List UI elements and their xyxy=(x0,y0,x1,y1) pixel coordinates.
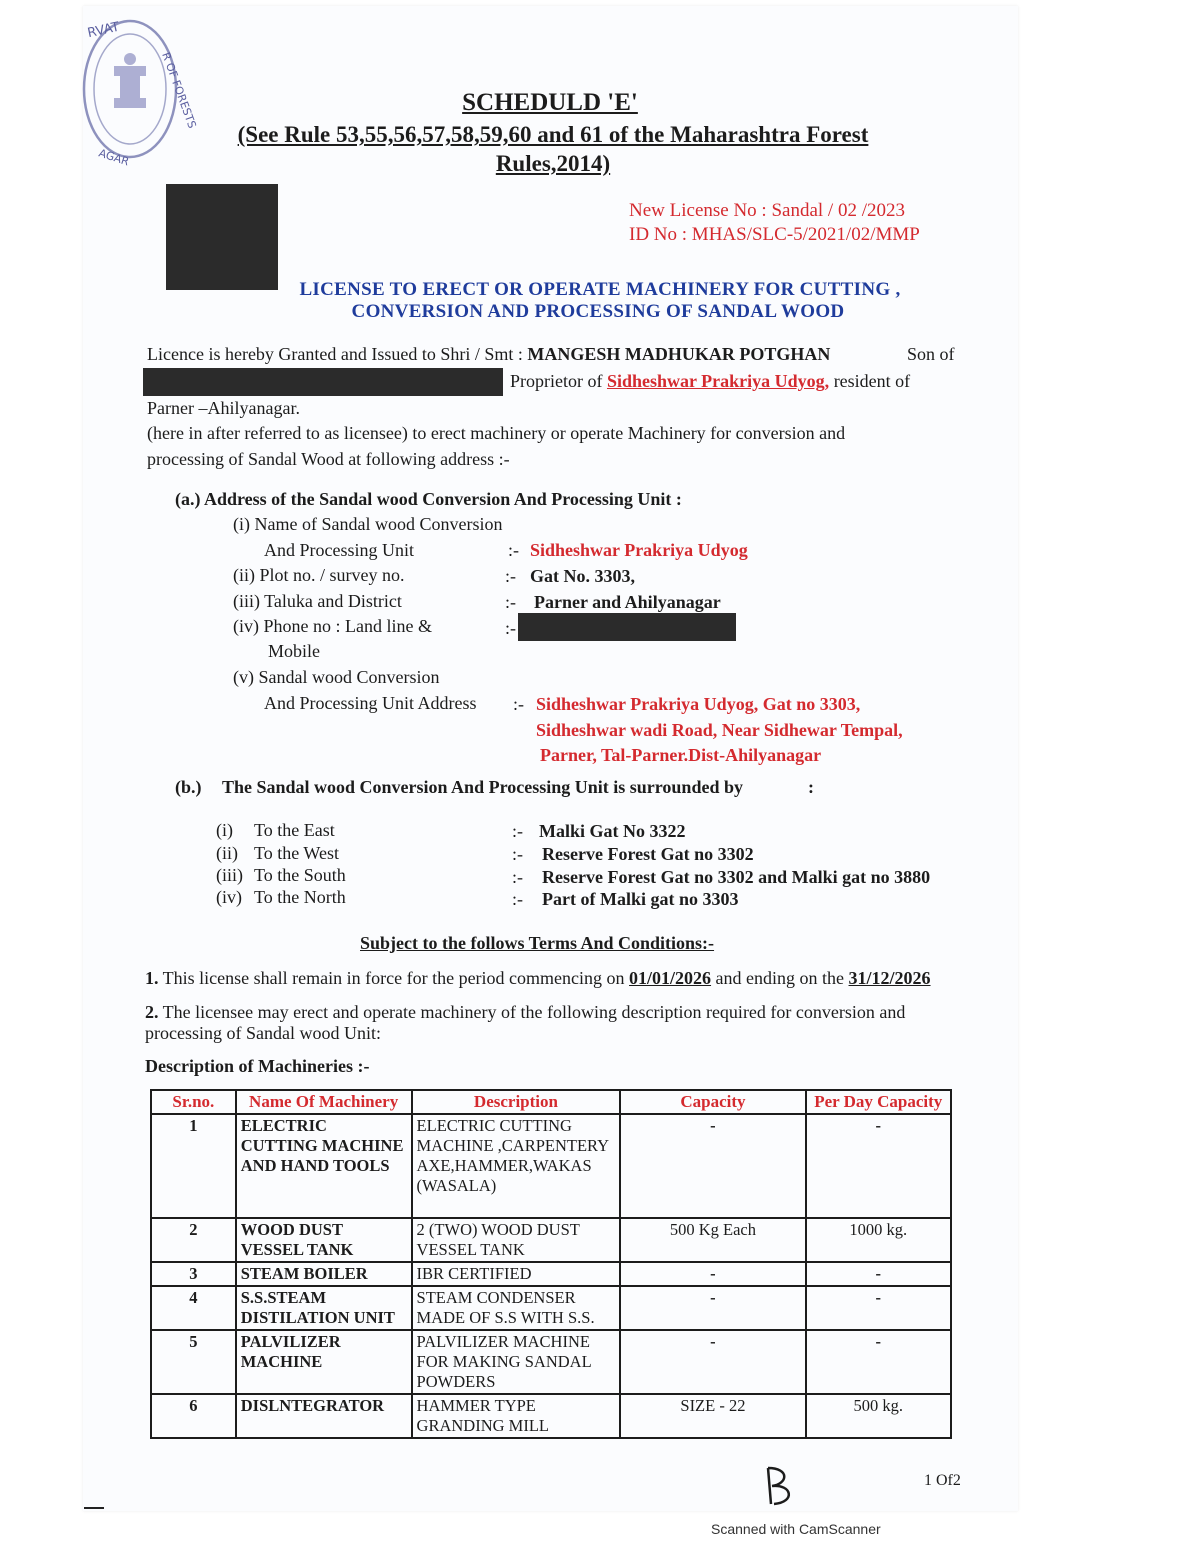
unit-address-label-cont: And Processing Unit Address xyxy=(264,693,477,713)
cell-capacity: - xyxy=(620,1330,805,1394)
boundary-label: To the East xyxy=(254,820,335,840)
boundary-label: To the South xyxy=(254,865,346,885)
svg-text:AGAR: AGAR xyxy=(97,146,131,169)
boundary-num: (iv) xyxy=(216,887,242,907)
boundary-value-east: Malki Gat No 3322 xyxy=(539,821,686,841)
unit-address-label: (v) Sandal wood Conversion xyxy=(233,667,440,687)
term-text: This license shall remain in force for the period commencing on xyxy=(158,968,630,988)
cell-per-day: - xyxy=(806,1330,952,1394)
cell-name: WOOD DUST VESSEL TANK xyxy=(236,1218,412,1262)
cell-per-day: - xyxy=(806,1262,952,1286)
cell-capacity: 500 Kg Each xyxy=(620,1218,805,1262)
machinery-heading: Description of Machineries :- xyxy=(145,1056,370,1076)
cell-per-day: 500 kg. xyxy=(806,1394,952,1438)
boundary-value-west: Reserve Forest Gat no 3302 xyxy=(542,844,754,864)
cell-srno: 1 xyxy=(151,1114,236,1218)
phone-label-cont: Mobile xyxy=(268,641,320,661)
license-heading-line1: LICENSE TO ERECT OR OPERATE MACHINERY FOR CUTTING , xyxy=(299,279,901,300)
redacted-photo xyxy=(166,184,278,290)
cell-capacity: - xyxy=(620,1114,805,1218)
separator: :- xyxy=(505,566,516,586)
machinery-table xyxy=(150,1089,952,1439)
table-row xyxy=(151,1114,951,1218)
unit-address-line3: Parner, Tal-Parner.Dist-Ahilyanagar xyxy=(540,745,822,765)
cell-capacity: - xyxy=(620,1262,805,1286)
cell-srno: 5 xyxy=(151,1330,236,1394)
son-of-text: Son of xyxy=(907,344,955,364)
page-number: 1 Of2 xyxy=(924,1472,961,1489)
firm-name: Sidheshwar Prakriya Udyog, xyxy=(606,371,830,391)
boundary-label: To the West xyxy=(254,843,339,863)
cell-capacity: - xyxy=(620,1286,805,1330)
section-b-colon: : xyxy=(808,777,814,797)
boundary-num: (i) xyxy=(216,820,233,840)
plot-no-value: Gat No. 3303, xyxy=(530,566,635,586)
unit-address-line1: Sidheshwar Prakriya Udyog, Gat no 3303, xyxy=(536,694,861,714)
resident-text: resident of xyxy=(829,371,911,391)
licensee-name: MANGESH MADHUKAR POTGHAN xyxy=(527,344,831,364)
separator: :- xyxy=(512,867,523,887)
cell-description: 2 (TWO) WOOD DUST VESSEL TANK xyxy=(412,1218,621,1262)
cell-description: HAMMER TYPE GRANDING MILL xyxy=(412,1394,621,1438)
license-number: New License No : Sandal / 02 /2023 xyxy=(629,200,905,221)
taluka-district-value: Parner and Ahilyanagar xyxy=(534,592,721,612)
taluka-district-label: (iii) Taluka and District xyxy=(233,591,402,611)
term-1 xyxy=(145,968,931,989)
term-number: 1. xyxy=(145,968,159,988)
section-b-heading: The Sandal wood Conversion And Processing Unit is surrounded by xyxy=(222,777,743,797)
cell-description: PALVILIZER MACHINE FOR MAKING SANDAL POWDERS xyxy=(412,1330,621,1394)
resident-place: Parner –Ahilyanagar. xyxy=(147,398,300,418)
column-header-per-day: Per Day Capacity xyxy=(806,1090,952,1114)
cell-per-day: - xyxy=(806,1114,952,1218)
scan-edge-mark xyxy=(84,1507,104,1509)
cell-capacity: SIZE - 22 xyxy=(620,1394,805,1438)
term-text: and ending on the xyxy=(711,968,849,988)
boundary-value-north: Part of Malki gat no 3303 xyxy=(542,889,739,909)
intro-line1 xyxy=(147,344,830,365)
license-start-date: 01/01/2026 xyxy=(629,968,712,988)
column-header-name: Name Of Machinery xyxy=(236,1090,412,1114)
cell-srno: 2 xyxy=(151,1218,236,1262)
cell-srno: 6 xyxy=(151,1394,236,1438)
signature xyxy=(762,1464,802,1519)
svg-text:RVAT: RVAT xyxy=(86,19,121,42)
scanner-watermark: Scanned with CamScanner xyxy=(711,1521,881,1537)
unit-name-value: Sidheshwar Prakriya Udyog xyxy=(530,540,748,560)
cell-name: S.S.STEAM DISTILATION UNIT xyxy=(236,1286,412,1330)
section-b-label: (b.) xyxy=(175,777,202,797)
boundary-num: (iii) xyxy=(216,865,243,885)
term-number: 2. xyxy=(145,1002,159,1022)
cell-name: DISLNTEGRATOR xyxy=(236,1394,412,1438)
phone-label: (iv) Phone no : Land line & xyxy=(233,616,432,636)
unit-name-label-cont: And Processing Unit xyxy=(264,540,414,560)
cell-description: ELECTRIC CUTTING MACHINE ,CARPENTERY AXE,HAMMER,WAKAS (WASALA) xyxy=(412,1114,621,1218)
terms-heading: Subject to the follows Terms And Conditions:- xyxy=(360,933,715,953)
cell-description: STEAM CONDENSER MADE OF S.S WITH S.S. xyxy=(412,1286,621,1330)
separator: :- xyxy=(508,540,519,560)
redacted-phone xyxy=(518,613,736,641)
separator: :- xyxy=(512,889,523,909)
table-row xyxy=(151,1218,951,1262)
table-header-row xyxy=(151,1090,951,1114)
license-heading-line2: CONVERSION AND PROCESSING OF SANDAL WOOD xyxy=(351,301,845,322)
separator: :- xyxy=(512,821,523,841)
intro-line3: (here in after referred to as licensee) to erect machinery or operate Machinery for conversion and xyxy=(147,423,846,443)
term-2-cont: processing of Sandal wood Unit: xyxy=(145,1023,381,1043)
column-header-srno: Sr.no. xyxy=(151,1090,236,1114)
boundary-value-south: Reserve Forest Gat no 3302 and Malki gat no 3880 xyxy=(542,867,931,887)
term-text: The licensee may erect and operate machinery of the following description required for conversion and xyxy=(158,1002,906,1022)
intro-line4: processing of Sandal Wood at following address :- xyxy=(147,449,510,469)
cell-name: STEAM BOILER xyxy=(236,1262,412,1286)
table-row xyxy=(151,1262,951,1286)
license-end-date: 31/12/2026 xyxy=(848,968,931,988)
table-row xyxy=(151,1286,951,1330)
column-header-description: Description xyxy=(412,1090,621,1114)
separator: :- xyxy=(512,844,523,864)
unit-address-line2: Sidheshwar wadi Road, Near Sidhewar Tempal, xyxy=(536,720,903,740)
separator: :- xyxy=(505,618,516,638)
schedule-title: SCHEDULD 'E' xyxy=(462,89,638,116)
license-id: ID No : MHAS/SLC-5/2021/02/MMP xyxy=(629,224,920,245)
section-a-heading: (a.) Address of the Sandal wood Conversion And Processing Unit : xyxy=(175,489,682,509)
boundary-num: (ii) xyxy=(216,843,238,863)
separator: :- xyxy=(513,694,524,714)
cell-name: PALVILIZER MACHINE xyxy=(236,1330,412,1394)
cell-description: IBR CERTIFIED xyxy=(412,1262,621,1286)
cell-per-day: - xyxy=(806,1286,952,1330)
cell-srno: 3 xyxy=(151,1262,236,1286)
proprietor-text: Proprietor of xyxy=(510,371,607,391)
table-row xyxy=(151,1330,951,1394)
cell-srno: 4 xyxy=(151,1286,236,1330)
column-header-capacity: Capacity xyxy=(620,1090,805,1114)
table-row xyxy=(151,1394,951,1438)
schedule-rule-reference-cont: Rules,2014) xyxy=(495,151,611,176)
granted-text: Licence is hereby Granted and Issued to Shri / Smt : xyxy=(147,344,528,364)
unit-name-label: (i) Name of Sandal wood Conversion xyxy=(233,514,503,534)
svg-text:R OF FORESTS: R OF FORESTS xyxy=(159,50,199,131)
plot-no-label: (ii) Plot no. / survey no. xyxy=(233,565,405,585)
redacted-father-name xyxy=(143,368,503,396)
schedule-rule-reference: (See Rule 53,55,56,57,58,59,60 and 61 of the Maharashtra Forest xyxy=(237,122,869,147)
boundary-label: To the North xyxy=(254,887,346,907)
separator: :- xyxy=(505,592,516,612)
cell-name: ELECTRIC CUTTING MACHINE AND HAND TOOLS xyxy=(236,1114,412,1218)
intro-line2 xyxy=(510,371,910,392)
cell-per-day: 1000 kg. xyxy=(806,1218,952,1262)
term-2 xyxy=(145,1002,905,1023)
